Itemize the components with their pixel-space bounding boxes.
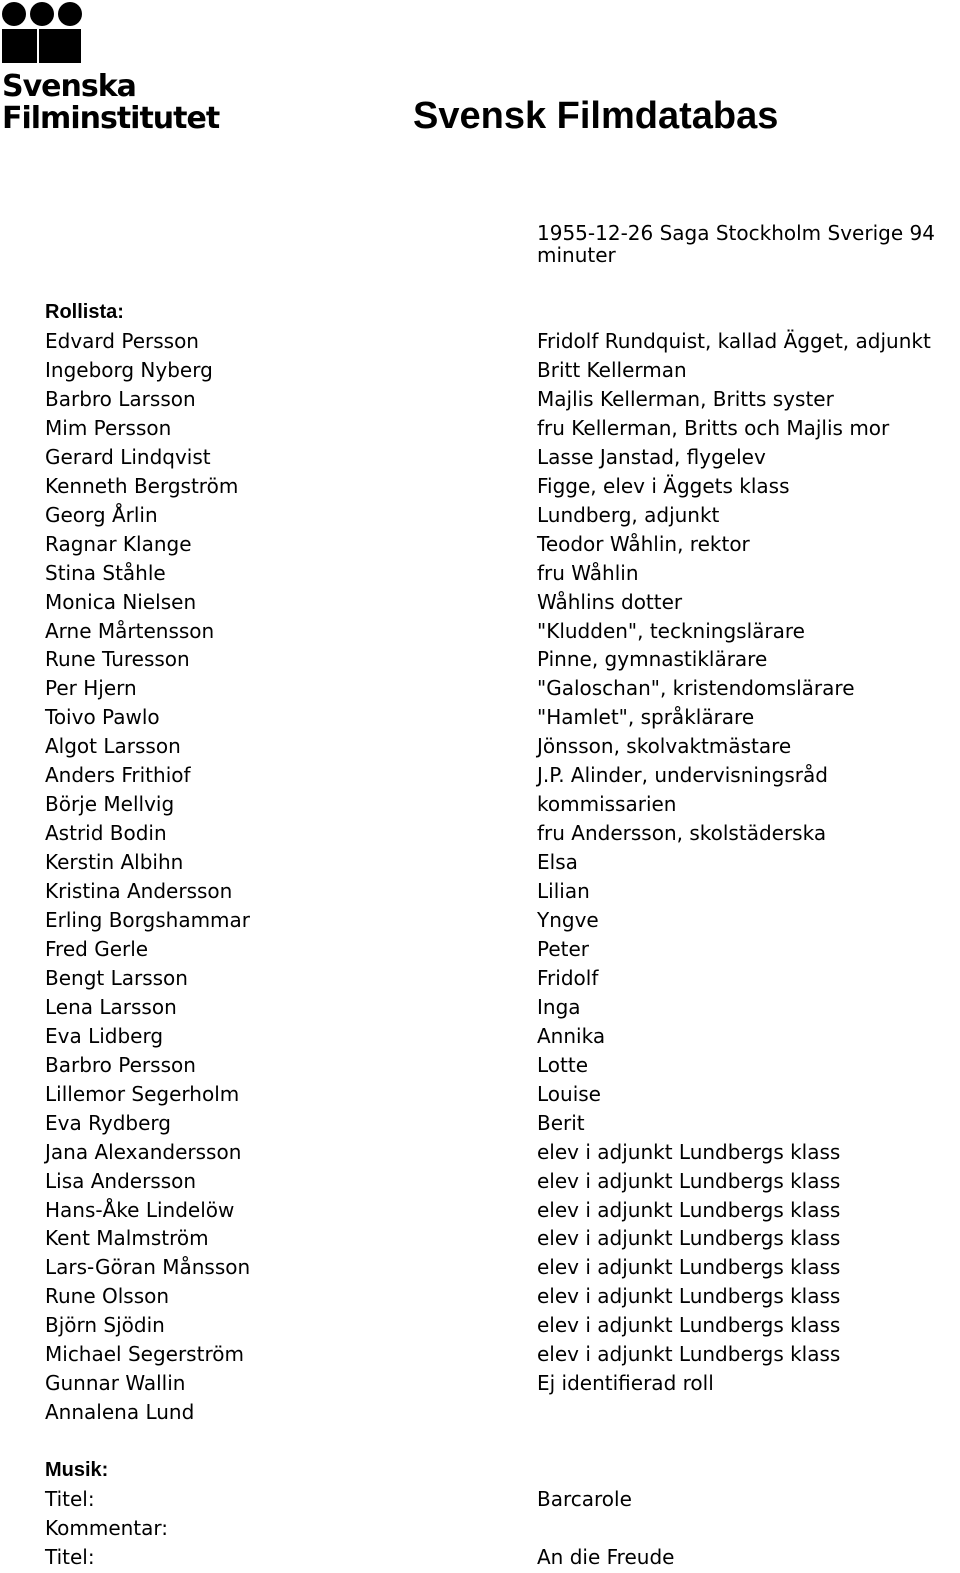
cast-role-name: Lilian <box>537 879 590 903</box>
cast-actor-name: Edvard Persson <box>45 329 199 353</box>
cast-role-name: Lasse Janstad, flygelev <box>537 445 766 469</box>
cast-role-name: Yngve <box>537 908 599 932</box>
cast-actor-name: Kristina Andersson <box>45 879 233 903</box>
cast-actor-name: Rune Turesson <box>45 647 190 671</box>
cast-heading: Rollista: <box>45 301 124 323</box>
cast-actor-name: Mim Persson <box>45 416 172 440</box>
cast-actor-name: Kerstin Albihn <box>45 850 184 874</box>
cast-role-name: Majlis Kellerman, Britts syster <box>537 387 834 411</box>
cast-actor-name: Ingeborg Nyberg <box>45 358 213 382</box>
cast-role-name: Peter <box>537 937 590 961</box>
cast-role-name: Fridolf <box>537 966 599 990</box>
cast-actor-name: Lisa Andersson <box>45 1169 197 1193</box>
cast-role-name: Jönsson, skolvaktmästare <box>537 734 792 758</box>
site-title: Svensk Filmdatabas <box>413 95 779 137</box>
cast-role-name: elev i adjunkt Lundbergs klass <box>537 1226 841 1250</box>
cast-role-name: Ej identifierad roll <box>537 1371 714 1395</box>
svenska-filminstitutet-logo <box>2 2 220 137</box>
cast-actor-name: Björn Sjödin <box>45 1313 165 1337</box>
cast-role-name: "Kludden", teckningslärare <box>537 619 805 643</box>
cast-actor-name: Gerard Lindqvist <box>45 445 211 469</box>
cast-actor-name: Eva Rydberg <box>45 1111 171 1135</box>
cast-actor-name: Kenneth Bergström <box>45 474 239 498</box>
music-field-label: Titel: <box>45 1487 95 1511</box>
cast-role-name: fru Kellerman, Britts och Majlis mor <box>537 416 890 440</box>
cast-actor-name: Barbro Larsson <box>45 387 196 411</box>
logo-squares <box>2 29 81 63</box>
cast-role-name: kommissarien <box>537 792 677 816</box>
cast-role-name: "Galoschan", kristendomslärare <box>537 676 855 700</box>
cast-actor-name: Toivo Pawlo <box>45 705 160 729</box>
cast-actor-name: Astrid Bodin <box>45 821 167 845</box>
cast-actor-name: Georg Årlin <box>45 503 158 527</box>
cast-actor-name: Fred Gerle <box>45 937 149 961</box>
cast-role-name: fru Wåhlin <box>537 561 639 585</box>
cast-role-name: Inga <box>537 995 581 1019</box>
cast-role-name: elev i adjunkt Lundbergs klass <box>537 1284 841 1308</box>
cast-role-name: Lotte <box>537 1053 589 1077</box>
cast-actor-name: Ragnar Klange <box>45 532 192 556</box>
cast-role-name: elev i adjunkt Lundbergs klass <box>537 1342 841 1366</box>
cast-actor-name: Arne Mårtensson <box>45 619 215 643</box>
cast-role-name: elev i adjunkt Lundbergs klass <box>537 1313 841 1337</box>
cast-role-name: J.P. Alinder, undervisningsråd <box>537 763 828 787</box>
cast-actor-name: Rune Olsson <box>45 1284 170 1308</box>
cast-actor-name: Lars-Göran Månsson <box>45 1255 251 1279</box>
cast-role-name: Fridolf Rundquist, kallad Ägget, adjunkt <box>537 329 931 353</box>
cast-role-name: Elsa <box>537 850 578 874</box>
cast-role-name: Annika <box>537 1024 606 1048</box>
cast-actor-name: Stina Ståhle <box>45 561 166 585</box>
cast-role-name: Wåhlins dotter <box>537 590 683 614</box>
cast-actor-name: Börje Mellvig <box>45 792 175 816</box>
cast-role-name: elev i adjunkt Lundbergs klass <box>537 1140 841 1164</box>
cast-role-name: Louise <box>537 1082 601 1106</box>
cast-role-name: Berit <box>537 1111 585 1135</box>
cast-actor-name: Eva Lidberg <box>45 1024 164 1048</box>
cast-actor-name: Erling Borgshammar <box>45 908 251 932</box>
cast-actor-name: Lena Larsson <box>45 995 177 1019</box>
cast-role-name: Teodor Wåhlin, rektor <box>537 532 750 556</box>
cast-actor-name: Annalena Lund <box>45 1400 195 1424</box>
music-field-label: Titel: <box>45 1545 95 1569</box>
logo-text-line-2: Filminstitutet <box>2 101 220 136</box>
film-meta: 1955-12-26 Saga Stockholm Sverige 94 minuter <box>537 221 935 267</box>
cast-role-name: Figge, elev i Äggets klass <box>537 474 790 498</box>
cast-actor-name: Kent Malmström <box>45 1226 209 1250</box>
music-field-value: An die Freude <box>537 1545 675 1569</box>
cast-actor-name: Bengt Larsson <box>45 966 188 990</box>
cast-role-name: Britt Kellerman <box>537 358 687 382</box>
cast-role-name: elev i adjunkt Lundbergs klass <box>537 1169 841 1193</box>
logo-dots <box>2 2 82 26</box>
music-field-value: Barcarole <box>537 1487 632 1511</box>
cast-role-name: "Hamlet", språklärare <box>537 705 755 729</box>
cast-actor-name: Barbro Persson <box>45 1053 196 1077</box>
cast-role-name: Lundberg, adjunkt <box>537 503 720 527</box>
logo-text-line-1: Svenska <box>2 69 136 104</box>
cast-role-name: elev i adjunkt Lundbergs klass <box>537 1198 841 1222</box>
cast-actor-name: Michael Segerström <box>45 1342 244 1366</box>
cast-role-name: fru Andersson, skolstäderska <box>537 821 827 845</box>
cast-actor-name: Gunnar Wallin <box>45 1371 186 1395</box>
cast-actor-name: Lillemor Segerholm <box>45 1082 240 1106</box>
music-field-label: Kommentar: <box>45 1516 169 1540</box>
cast-actor-name: Algot Larsson <box>45 734 181 758</box>
cast-actor-name: Hans-Åke Lindelöw <box>45 1198 235 1222</box>
cast-actor-name: Monica Nielsen <box>45 590 197 614</box>
music-heading: Musik: <box>45 1459 109 1481</box>
cast-actor-name: Per Hjern <box>45 676 137 700</box>
cast-actor-name: Jana Alexandersson <box>45 1140 242 1164</box>
cast-actor-name: Anders Frithiof <box>45 763 191 787</box>
cast-role-name: Pinne, gymnastiklärare <box>537 647 768 671</box>
cast-role-name: elev i adjunkt Lundbergs klass <box>537 1255 841 1279</box>
